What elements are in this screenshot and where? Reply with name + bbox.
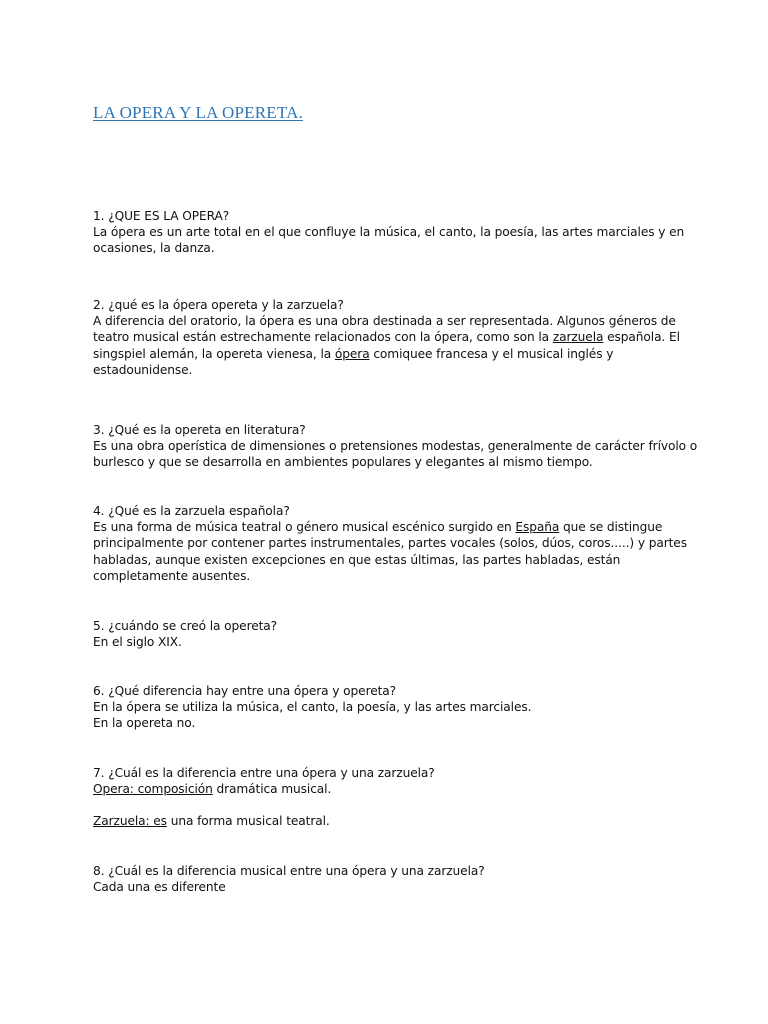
question-2: 2. ¿qué es la ópera opereta y la zarzuela? xyxy=(93,298,344,312)
zarzuela-link[interactable]: zarzuela xyxy=(552,330,604,345)
answer-line xyxy=(93,781,683,797)
question-8: 8. ¿Cuál es la diferencia musical entre una ópera y una zarzuela? xyxy=(93,864,485,878)
answer-text: dramática musical. xyxy=(212,782,332,797)
answer-line: En la opereta no. xyxy=(93,716,196,731)
answer-text: comiquee francesa y el musical inglés y xyxy=(369,346,614,361)
answer-text: Es una forma de música teatral o género musical escénico surgido en xyxy=(93,520,516,535)
document-title: LA OPERA Y LA OPERETA. xyxy=(93,103,304,122)
zarzuela-es-link[interactable]: Zarzuela: es xyxy=(93,814,167,829)
opera-link[interactable]: ópera xyxy=(334,346,370,361)
answer-line xyxy=(93,813,683,829)
section-q2 xyxy=(93,297,683,378)
section-q8 xyxy=(93,863,683,895)
answer-line: Cada una es diferente xyxy=(93,880,226,895)
answer-line: burlesco y que se desarrolla en ambientes populares y elegantes al mismo tiempo. xyxy=(93,455,593,470)
section-q5 xyxy=(93,618,683,650)
question-4: 4. ¿Qué es la zarzuela española? xyxy=(93,504,290,518)
answer-line: habladas, aunque existen excepciones en que estas últimas, las partes habladas, están xyxy=(93,552,621,567)
espana-link[interactable]: España xyxy=(515,520,560,535)
section-q4 xyxy=(93,503,687,584)
answer-text: singspiel alemán, la opereta vienesa, la xyxy=(93,346,335,361)
section-q1 xyxy=(93,208,683,257)
question-3: 3. ¿Qué es la opereta en literatura? xyxy=(93,423,306,437)
answer-line: Es una obra operística de dimensiones o pretensiones modestas, generalmente de carácter frívolo o xyxy=(93,439,698,454)
answer-line: La ópera es un arte total en el que confluye la música, el canto, la poesía, las artes marciales y en xyxy=(93,225,685,240)
opera-composicion-link[interactable]: Opera: composición xyxy=(93,782,213,797)
section-q6 xyxy=(93,683,683,732)
answer-line: completamente ausentes. xyxy=(93,568,251,583)
answer-text: una forma musical teatral. xyxy=(166,814,330,829)
section-q3 xyxy=(93,422,698,471)
answer-line xyxy=(93,329,683,345)
answer-text: que se distingue xyxy=(559,520,663,535)
answer-text: española. El xyxy=(603,330,680,345)
question-7: 7. ¿Cuál es la diferencia entre una ópera y una zarzuela? xyxy=(93,766,435,780)
answer-text: teatro musical están estrechamente relacionados con la ópera, como son la xyxy=(93,330,553,345)
answer-line: principalmente por contener partes instrumentales, partes vocales (solos, dúos, coros.....) y partes xyxy=(93,536,687,551)
answer-line: estadounidense. xyxy=(93,362,193,377)
answer-line: En la ópera se utiliza la música, el canto, la poesía, y las artes marciales. xyxy=(93,700,532,715)
section-q7 xyxy=(93,765,683,830)
answer-line xyxy=(93,346,683,362)
answer-line: ocasiones, la danza. xyxy=(93,241,215,256)
question-6: 6. ¿Qué diferencia hay entre una ópera y opereta? xyxy=(93,684,397,698)
question-1: 1. ¿QUE ES LA OPERA? xyxy=(93,209,230,223)
answer-line: A diferencia del oratorio, la ópera es una obra destinada a ser representada. Algunos géneros de xyxy=(93,314,676,329)
answer-line xyxy=(93,519,683,535)
answer-line: En el siglo XIX. xyxy=(93,635,182,650)
question-5: 5. ¿cuándo se creó la opereta? xyxy=(93,619,278,633)
